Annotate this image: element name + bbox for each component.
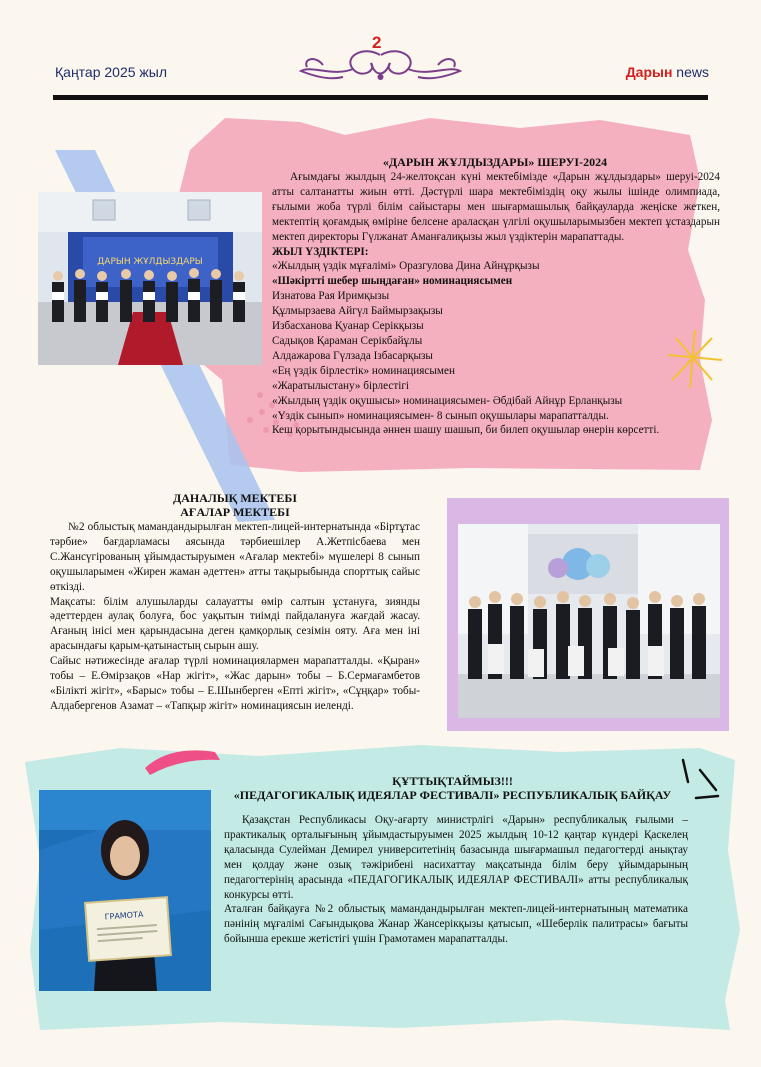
winners-line: «Жылдың үздік мұғалімі» Оразгулова Дина Айнұрқызы bbox=[272, 260, 540, 273]
section1-intro: Ағымдағы жылдың 24-желтоқсан күні мектебімізде «Дарын жұлдыздары» шеруі-2024 атты салтанатты жиын өтті. Дәстүрлі шара мектебіміздің оқу жылы ішінде олимпиада, ғылыми жоба түрлі білім сайыстары мен шығармашылық байқауларда жеңіске жеткен, мектептің қоғамдық өміріне белсене араласқан үлгілі оқушыларымызбен мектеп ұстаздарын мектеп директоры Гүлжанат Аманғалиқызы жыл үздіктерін марапаттады. bbox=[272, 171, 720, 243]
winners-line: «Шәкіртті шебер шыңдаған» номинациясымен bbox=[272, 275, 513, 288]
section1-title: «ДАРЫН ЖҰЛДЫЗДАРЫ» ШЕРУІ-2024 bbox=[382, 155, 608, 169]
section3-para: Аталған байқауға №2 облыстық мамандандырылған мектеп-лицей-интернатының математика пәнінің мұғалімі Сағындықова Жанар Жансерікқызы қатысып, «Шеберлік палитрасы» бағыты бойынша ерекше жетістігі үшін Грамотамен марапатталды. bbox=[224, 903, 688, 946]
section2-title-line1: ДАНАЛЫҚ МЕКТЕБІ bbox=[173, 491, 297, 505]
winners-line: Изнатова Рая Иримқызы bbox=[272, 290, 390, 303]
brand-suffix: news bbox=[672, 64, 709, 80]
award-ceremony-photo bbox=[38, 192, 262, 365]
winners-line: Садықов Қараман Серікбайұлы bbox=[272, 334, 423, 347]
section3-title-line1: ҚҰТТЫҚТАЙМЫЗ!!! bbox=[392, 774, 513, 788]
header-divider bbox=[53, 95, 708, 100]
photo-banner-text: ДАРЫН ЖҰЛДЫЗДАРЫ bbox=[97, 257, 203, 267]
section1-body bbox=[272, 170, 720, 438]
section2-title-line2: АҒАЛАР МЕКТЕБІ bbox=[180, 505, 290, 519]
section3-para: Қазақстан Республикасы Оқу-ағарту министрлігі «Дарын» республикалық ғылыми –практикалық орталығының ұйымдастыруымен 2025 жылдың 10-12 қаңтар күндері Қаскелең қаласында Сулейман Демирел университетінің базасында шығармашыл педагогтерді анықтау мен қолдау және озық тәжірибені насихаттау мақсатында білім беру ұйымдарының педагогтерінің арасында «ПЕДАГОГИКАЛЫҚ ИДЕЯЛАР ФЕСТИВАЛІ» атты республикалық конкурсы өтті. bbox=[224, 814, 688, 901]
publication-brand bbox=[626, 64, 709, 80]
page-number: 2 bbox=[372, 33, 382, 52]
section2-para: Сайыс нәтижесінде ағалар түрлі номинациялармен марапатталды. «Қыран» тобы – Е.Өмірзақов «Нар жігіт», «Жас дарын» тобы – Б.Сермағамбетов «Білікті жігіт», «Барыс» тобы – Е.Шынберген «Епті жігіт», «Сұңқар» тобы- Алдабергенов Азамат – «Тапқыр жігіт» номинациясын иеленді. bbox=[50, 655, 420, 712]
section2-body bbox=[50, 520, 420, 714]
winners-line: «Үздік сынып» номинациясымен- 8 сынып оқушылары марапатталды. bbox=[272, 409, 609, 422]
section3-body bbox=[224, 813, 688, 947]
section3-title bbox=[215, 774, 690, 802]
winners-line: «Жылдың үздік оқушысы» номинациясымен- Әбдібай Айнұр Ерланқызы bbox=[272, 394, 623, 407]
certificate-label: ГРАМОТА bbox=[104, 909, 144, 922]
winners-line: Избасханова Қуанар Серікқызы bbox=[272, 320, 424, 333]
winners-heading: ЖЫЛ ҮЗДІКТЕРІ: bbox=[272, 245, 369, 258]
section2-para: №2 облыстық мамандандырылған мектеп-лицей-интернатында «Біртұтас тәрбие» бағдарламасы аясында тәрбиешілер А.Жетпісбаева мен С.Жансүгірованың ұйымдастыруымен «Ағалар мектебі» мүшелері 8 сынып оқушыларымен «Жирен жаман әдеттен» атты тақырыбында спорттық сайыс өткізді. bbox=[50, 521, 420, 593]
winners-line: «Жаратылыстану» бірлестігі bbox=[272, 379, 410, 392]
section2-para: Мақсаты: білім алушыларды салауатты өмір салтын ұстануға, зиянды әдеттерден аулақ болуға, бос уақытын тиімді пайдалануға жағдай жасау. Ағаның інісі мен қарындасына деген қамқорлық сезімін ояту. Аға мен іні арасындағы қарым-қатынастың сырын ашу. bbox=[50, 595, 420, 653]
winners-line: «Ең үздік бірлестік» номинациясымен bbox=[272, 364, 455, 377]
section2-title bbox=[50, 491, 420, 519]
boys-school-group-photo bbox=[458, 524, 720, 718]
section3-title-line2: «ПЕДАГОГИКАЛЫҚ ИДЕЯЛАР ФЕСТИВАЛІ» РЕСПУБЛИКАЛЫҚ БАЙҚАУ bbox=[233, 788, 672, 802]
winners-line: Алдажарова Гүлзада Ізбасарқызы bbox=[272, 349, 433, 362]
winners-line: Құлмырзаева Айгүл Баймырзақызы bbox=[272, 305, 443, 318]
issue-date: Қаңтар 2025 жыл bbox=[55, 64, 168, 80]
brand-name: Дарын bbox=[625, 64, 673, 80]
winners-line: Кеш қорытындысында әннен шашу шашып, би билеп оқушылар өнерін көрсетті. bbox=[272, 424, 660, 437]
ornament-icon bbox=[293, 47, 468, 85]
teacher-certificate-photo bbox=[39, 790, 211, 991]
